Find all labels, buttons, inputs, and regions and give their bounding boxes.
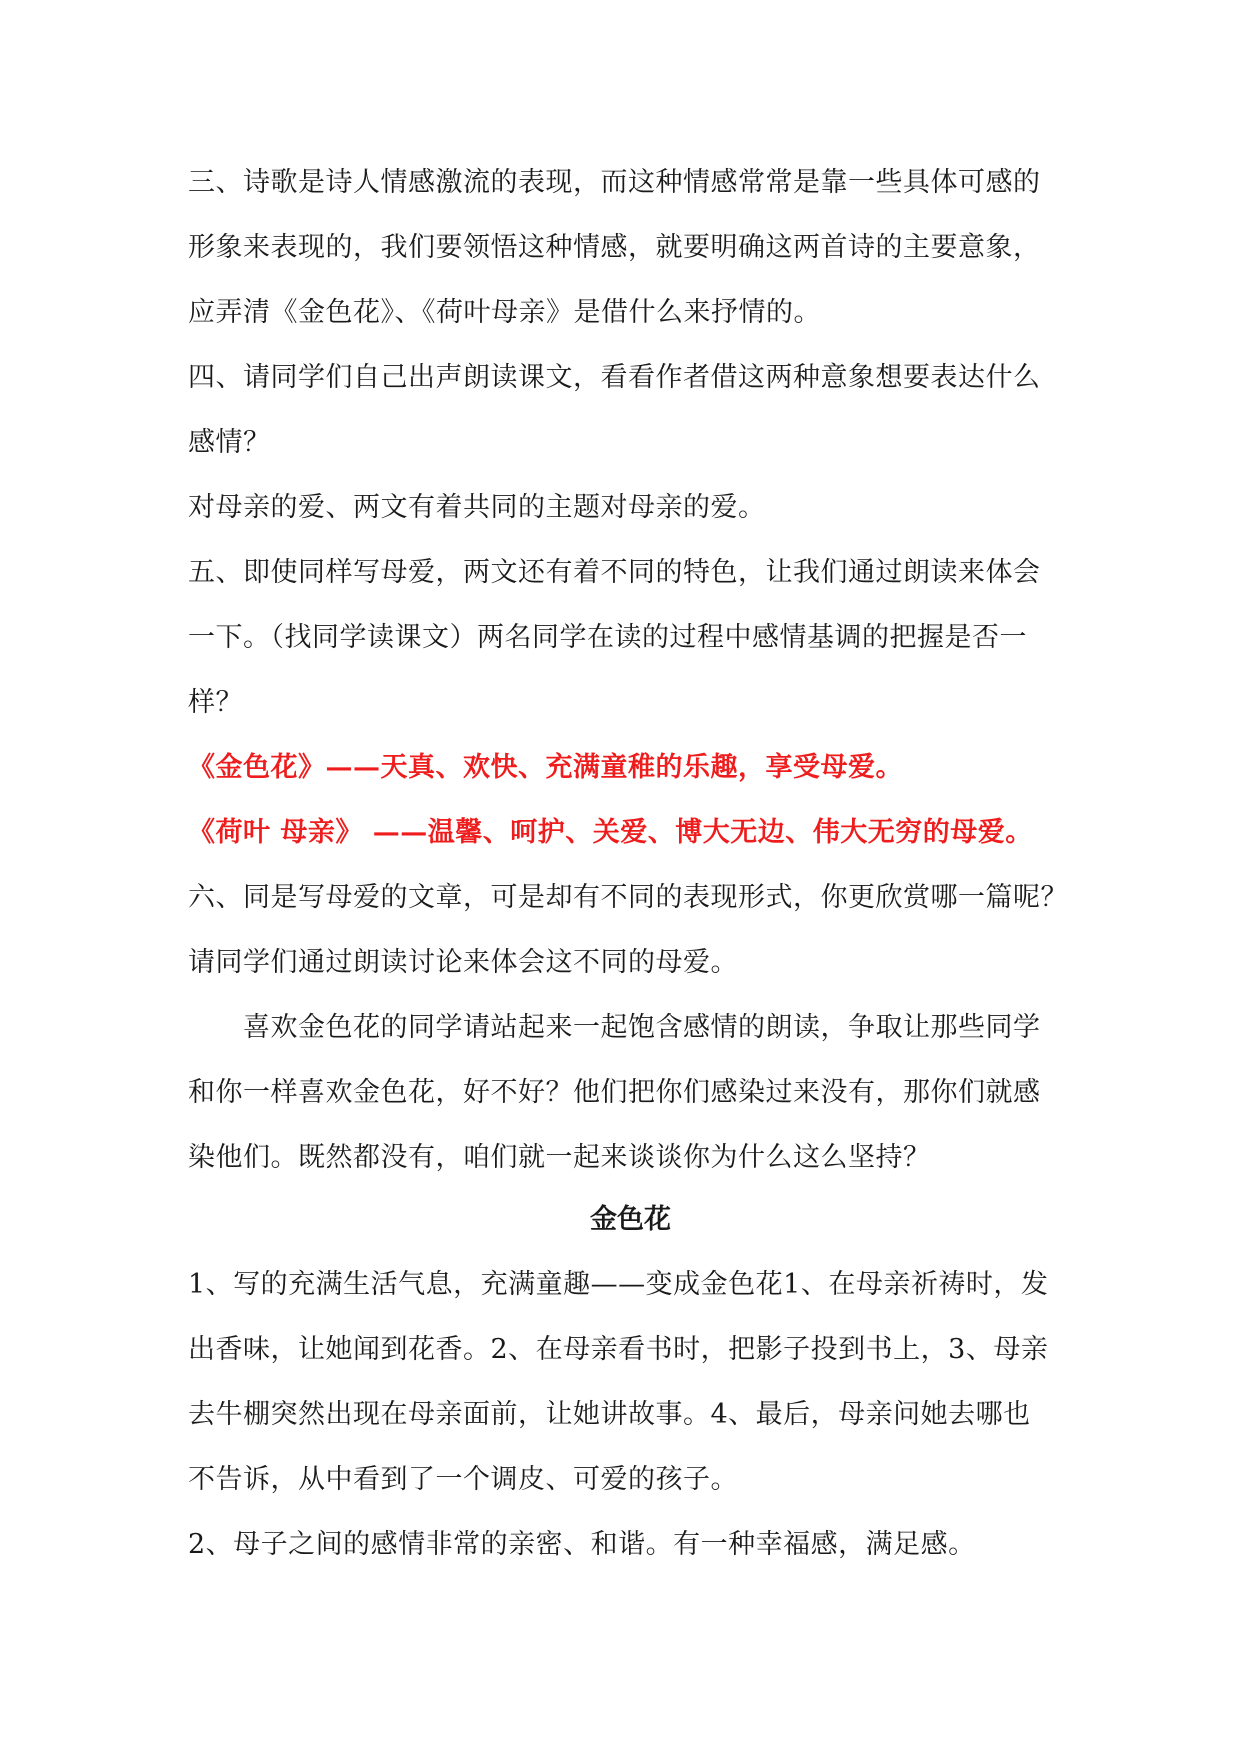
paragraph-6-line-2: 请同学们通过朗读讨论来体会这不同的母爱。	[188, 947, 738, 978]
point-1-line-3: 去牛棚突然出现在母亲面前，让她讲故事。4、最后，母亲问她去哪也	[188, 1399, 1031, 1430]
paragraph-3-line-1: 三、诗歌是诗人情感激流的表现，而这种情感常常是靠一些具体可感的	[188, 167, 1041, 198]
highlight-heye-muqin: 《荷叶 母亲》 ——温馨、呵护、关爱、博大无边、伟大无穷的母爱。	[188, 817, 1033, 848]
paragraph-6-line-1: 六、同是写母爱的文章，可是却有不同的表现形式，你更欣赏哪一篇呢？	[188, 882, 1068, 913]
point-2-line-1: 2、母子之间的感情非常的亲密、和谐。有一种幸福感，满足感。	[188, 1529, 976, 1560]
paragraph-4-line-2: 感情？	[188, 427, 271, 458]
paragraph-5-line-2: 一下。（找同学读课文）两名同学在读的过程中感情基调的把握是否一	[188, 622, 1027, 653]
paragraph-5-line-3: 样？	[188, 687, 243, 718]
point-1-line-4: 不告诉，从中看到了一个调皮、可爱的孩子。	[188, 1464, 738, 1495]
paragraph-7-line-3: 染他们。既然都没有，咱们就一起来谈谈你为什么这么坚持？	[188, 1142, 931, 1173]
paragraph-3-line-3: 应弄清《金色花》、《荷叶母亲》是借什么来抒情的。	[188, 297, 821, 328]
paragraph-4-answer: 对母亲的爱、两文有着共同的主题对母亲的爱。	[188, 492, 766, 523]
paragraph-5-line-1: 五、即使同样写母爱，两文还有着不同的特色，让我们通过朗读来体会	[188, 557, 1041, 588]
paragraph-7-line-1: 喜欢金色花的同学请站起来一起饱含感情的朗读，争取让那些同学	[243, 1012, 1041, 1043]
paragraph-7-line-2: 和你一样喜欢金色花，好不好？他们把你们感染过来没有，那你们就感	[188, 1077, 1041, 1108]
point-1-line-2: 出香味，让她闻到花香。2、在母亲看书时，把影子投到书上，3、母亲	[188, 1334, 1049, 1365]
paragraph-3-line-2: 形象来表现的，我们要领悟这种情感，就要明确这两首诗的主要意象，	[188, 232, 1041, 263]
highlight-jinsehua: 《金色花》——天真、欢快、充满童稚的乐趣，享受母爱。	[188, 752, 903, 783]
section-title: 金色花	[590, 1204, 671, 1235]
point-1-line-1: 1、写的充满生活气息，充满童趣——变成金色花1、在母亲祈祷时，发	[188, 1269, 1049, 1300]
paragraph-4-line-1: 四、请同学们自己出声朗读课文，看看作者借这两种意象想要表达什么	[188, 362, 1041, 393]
